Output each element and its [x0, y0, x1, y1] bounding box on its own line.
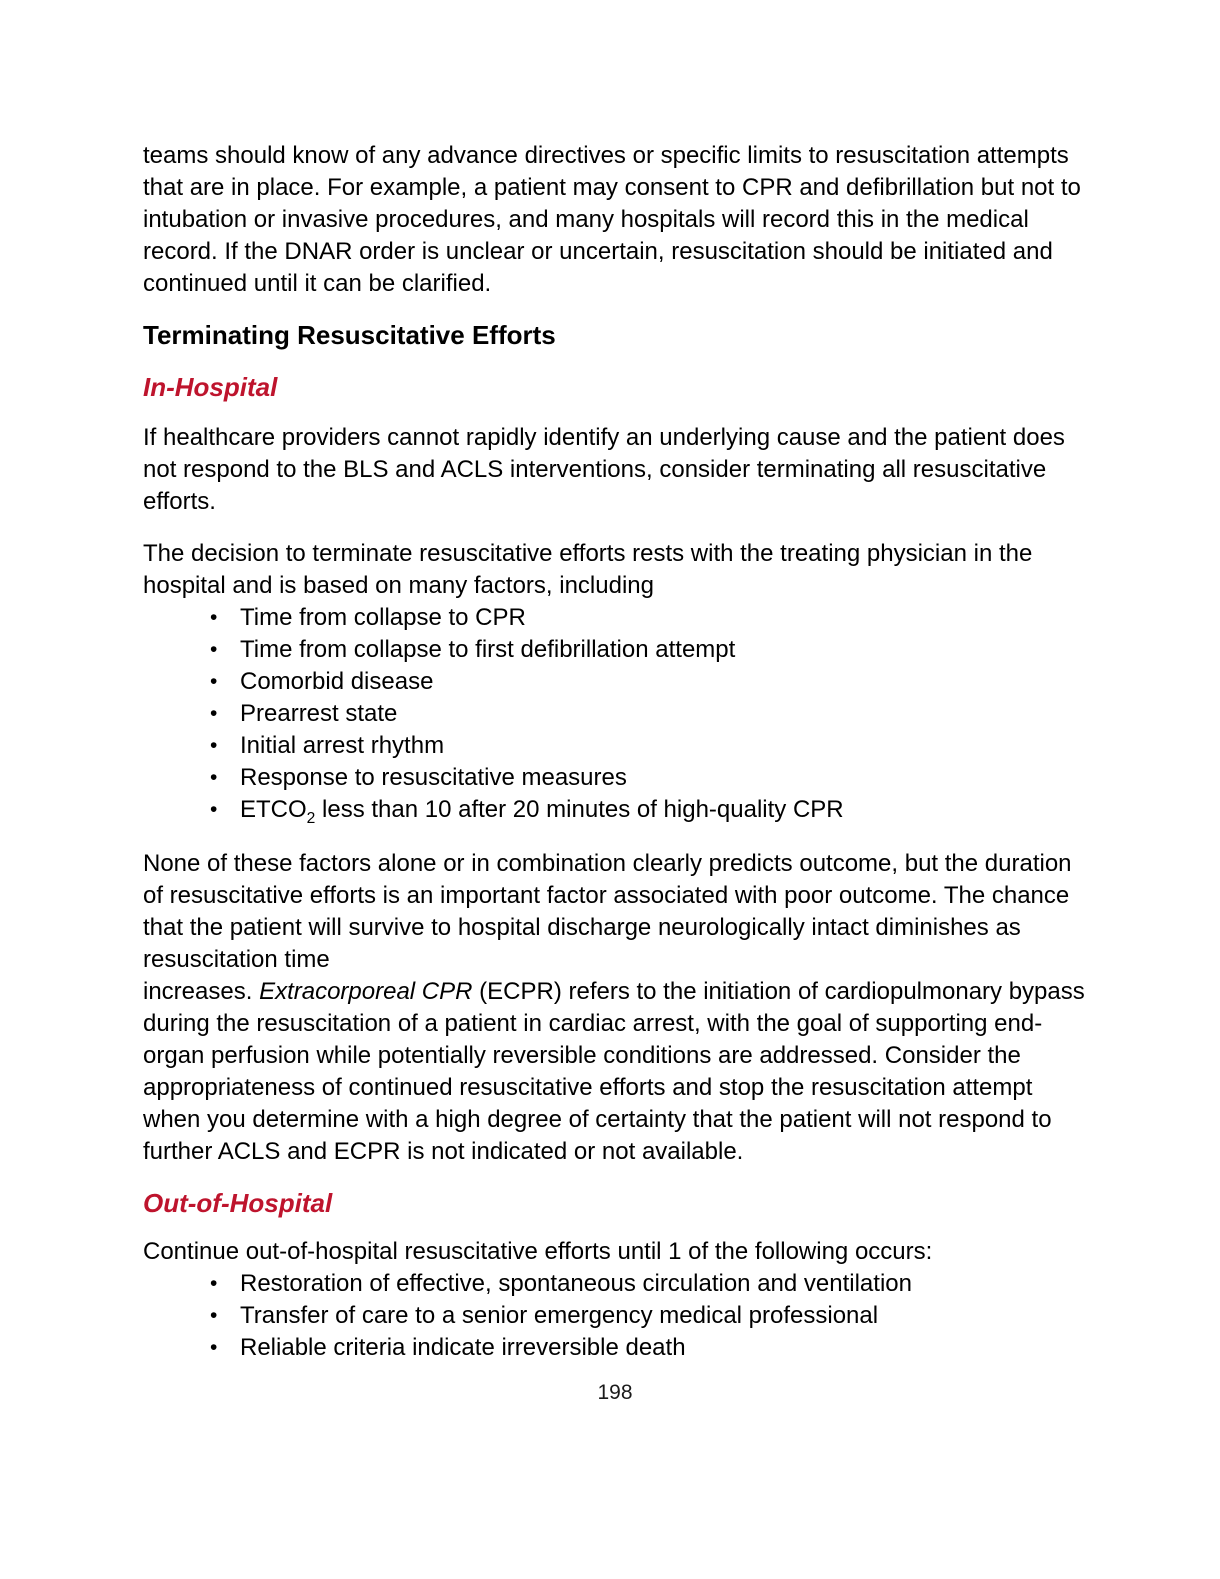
list-item-text: Time from collapse to CPR	[240, 604, 526, 631]
out-of-hospital-criteria-list	[143, 1268, 1087, 1364]
in-hospital-factors-list	[143, 602, 1087, 826]
list-item	[143, 698, 1087, 730]
ecpr-text-part1: None of these factors alone or in combination clearly predicts outcome, but the duration of resuscitative efforts is an important factor associated with poor outcome. The chance that the patient will survive to hospital discharge neurologically intact diminishes as resuscitation time	[143, 850, 1072, 973]
bullet-icon	[210, 729, 217, 762]
list-item-text: Reliable criteria indicate irreversible death	[240, 1334, 686, 1361]
list-item	[143, 634, 1087, 666]
list-item	[143, 1300, 1087, 1332]
list-item-text	[240, 796, 844, 827]
subsection-heading-out-of-hospital: Out-of-Hospital	[143, 1188, 333, 1218]
page-number: 198	[597, 1381, 633, 1404]
list-item-text: Initial arrest rhythm	[240, 732, 445, 759]
paragraph-ecpr-outcome	[143, 848, 1087, 1168]
list-item	[143, 794, 1087, 826]
ecpr-text-part2: increases.	[143, 978, 260, 1005]
list-item	[143, 762, 1087, 794]
list-item-text: Time from collapse to first defibrillation attempt	[240, 636, 736, 663]
bullet-icon	[210, 1331, 217, 1364]
bullet-icon	[210, 665, 217, 698]
paragraph-decision-factors: The decision to terminate resuscitative efforts rests with the treating physician in the hospital and is based on many factors, including	[143, 540, 1033, 599]
list-item	[143, 602, 1087, 634]
bullet-icon	[210, 633, 217, 666]
etco2-rest: less than 10 after 20 minutes of high-quality CPR	[315, 796, 844, 823]
list-item-text: Restoration of effective, spontaneous circulation and ventilation	[240, 1270, 912, 1297]
list-item	[143, 1268, 1087, 1300]
bullet-icon	[210, 601, 217, 634]
etco2-prefix: ETCO	[240, 796, 307, 823]
ecpr-text-part3: (ECPR) refers to the initiation of cardiopulmonary bypass during the resuscitation of a patient in cardiac arrest, with the goal of supporting end-organ perfusion while potentially reversible conditions are addressed. Consider the appropriateness of continued resuscitative efforts and stop the resuscitation attempt when you determine with a high degree of certainty that the patient will not respond to further ACLS and ECPR is not indicated or not available.	[143, 978, 1085, 1165]
etco2-subscript: 2	[306, 809, 316, 827]
list-item-text: Response to resuscitative measures	[240, 764, 627, 791]
bullet-icon	[210, 761, 217, 794]
section-heading-terminating-efforts: Terminating Resuscitative Efforts	[143, 320, 556, 350]
paragraph-continue-efforts: Continue out-of-hospital resuscitative efforts until 1 of the following occurs:	[143, 1238, 933, 1265]
list-item	[143, 1332, 1087, 1364]
subsection-heading-in-hospital: In-Hospital	[143, 372, 278, 402]
paragraph-dnar-directives: teams should know of any advance directives or specific limits to resuscitation attempts that are in place. For example, a patient may consent to CPR and defibrillation but not to intubation or invasive procedures, and many hospitals will record this in the medical record. If the DNAR order is unclear or uncertain, resuscitation should be initiated and continued until it can be clarified.	[143, 142, 1081, 297]
bullet-icon	[210, 1299, 217, 1332]
list-item-text: Comorbid disease	[240, 668, 434, 695]
page-footer	[143, 1380, 1087, 1406]
list-item	[143, 666, 1087, 698]
bullet-icon	[210, 697, 217, 730]
page-content	[143, 140, 1087, 1406]
list-item	[143, 730, 1087, 762]
ecpr-italic-term: Extracorporeal CPR	[259, 978, 473, 1005]
list-item-text: Transfer of care to a senior emergency medical professional	[240, 1302, 879, 1329]
bullet-icon	[210, 1267, 217, 1300]
bullet-icon	[210, 793, 217, 826]
list-item-text: Prearrest state	[240, 700, 398, 727]
paragraph-identify-cause: If healthcare providers cannot rapidly identify an underlying cause and the patient does not respond to the BLS and ACLS interventions, consider terminating all resuscitative efforts.	[143, 424, 1065, 515]
